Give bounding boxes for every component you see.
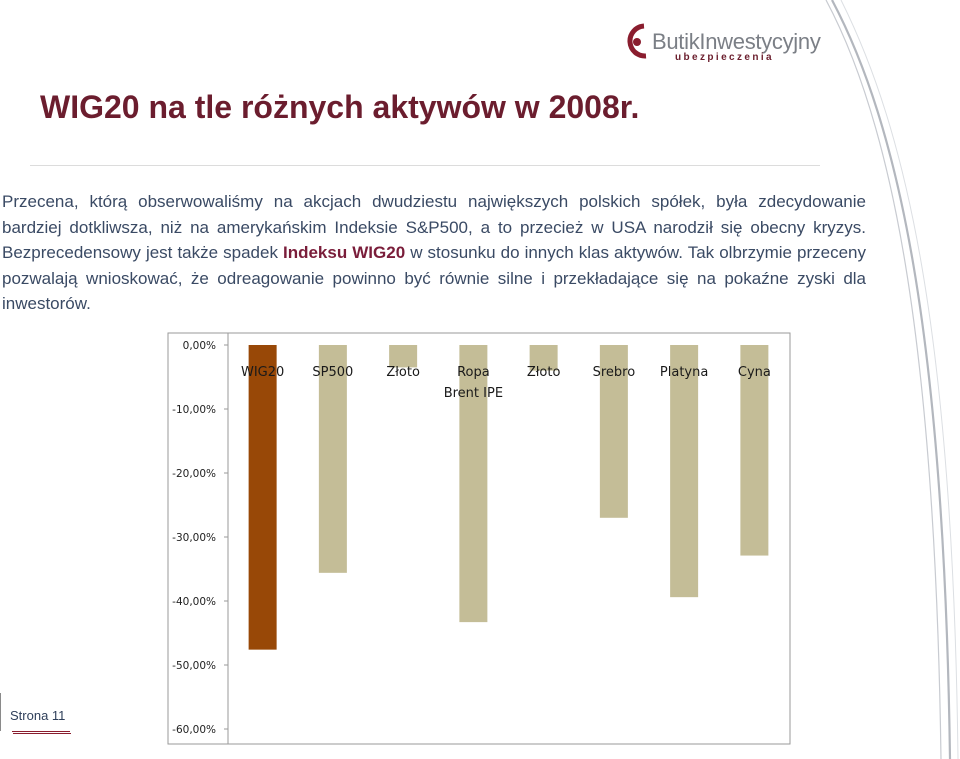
x-category-label: Ropa Brent IPE: [443, 365, 504, 401]
paragraph-highlight: Indeksu WIG20: [282, 243, 406, 262]
y-tick-label: -50,00%: [172, 660, 216, 672]
bar: [249, 345, 277, 650]
y-tick-label: -40,00%: [172, 596, 216, 608]
x-category-label: SP500: [312, 365, 354, 380]
logo-subtitle: ubezpieczenia: [675, 52, 774, 63]
bar: [670, 345, 698, 597]
y-tick-label: -20,00%: [172, 468, 216, 480]
logo-name-b: Inwestycyjny: [699, 29, 821, 54]
paragraph-part-2: w stosunku do innych klas aktywów. Tak olbrzymie przeceny pozwalają wnioskować, że odreagowanie powinno być równie silne i przekładające się na pokaźne zyski dla inwestorów.: [2, 243, 866, 313]
x-category-label: Złoto: [526, 365, 561, 380]
logo-name-a: Butik: [652, 29, 700, 54]
page-title: WIG20 na tle różnych aktywów w 2008r.: [40, 89, 640, 125]
x-category-label: Srebro: [592, 365, 636, 380]
x-category-label: Cyna: [737, 365, 771, 380]
x-category-label: Platyna: [659, 365, 709, 380]
page-rule-top: [13, 733, 71, 734]
y-tick-label: -60,00%: [172, 724, 216, 736]
page-rule-bottom: [12, 731, 70, 732]
page-number: Strona 11: [10, 708, 66, 723]
y-tick-label: 0,00%: [182, 340, 216, 352]
paragraph-part-1: Przecena, którą obserwowaliśmy na akcjach dwudziestu największych polskich spółek, była zdecydowanie bardziej dotkliwsza, niż na amerykańskim Indeksie S&P500, a to przecież w USA narodził się obecny kryzys. Bezprecedensowy jest także spadek: [2, 192, 866, 262]
x-category-label: WIG20: [240, 365, 285, 380]
x-category-label: Złoto: [386, 365, 420, 380]
y-tick-label: -30,00%: [172, 532, 216, 544]
y-tick-label: -10,00%: [172, 404, 216, 416]
